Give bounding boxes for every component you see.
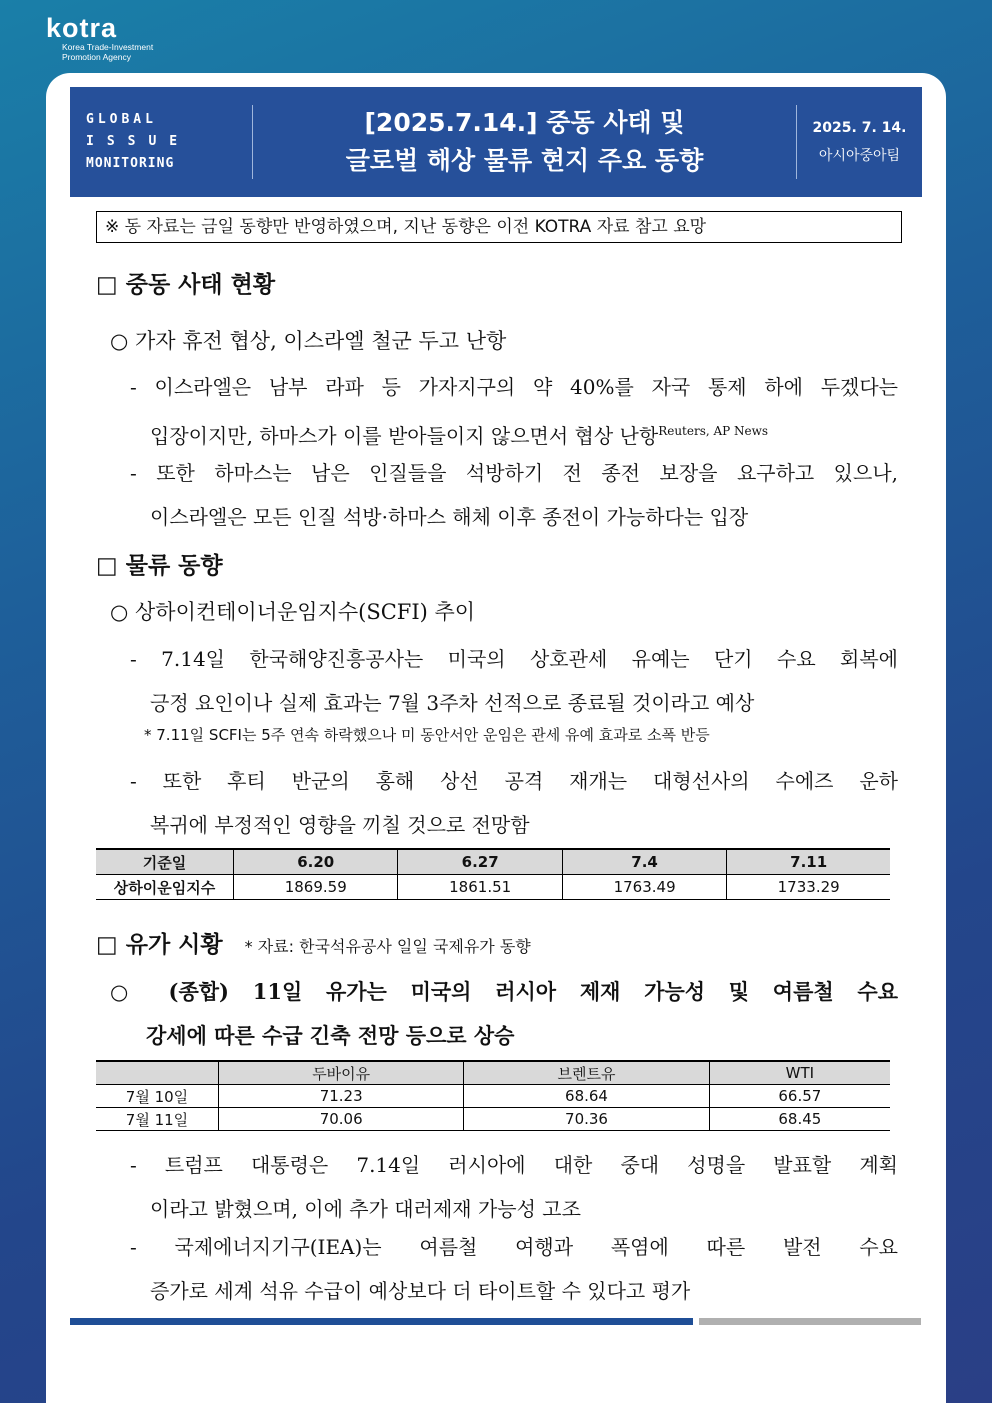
section-title-text: □ 유가 시황 xyxy=(96,932,223,958)
bullet-oil-summary xyxy=(110,970,898,1058)
table-cell: 1861.51 xyxy=(398,875,562,900)
table-cell: 브렌트유 xyxy=(464,1061,709,1085)
table-cell: 66.57 xyxy=(709,1085,890,1108)
paragraph-trump xyxy=(130,1143,898,1231)
bullet-scfi: ○ 상하이컨테이너운임지수(SCFI) 추이 xyxy=(110,600,476,624)
line: ○ (종합) 11일 유가는 미국의 러시아 제재 가능성 및 여름철 수요 xyxy=(110,979,898,1004)
gim-line-2: ISSUE xyxy=(86,134,191,149)
oil-source: * 자료: 한국석유공사 일일 국제유가 동향 xyxy=(244,937,531,956)
oil-price-table xyxy=(96,1060,890,1131)
logo-brand: kotra xyxy=(46,13,118,43)
table-cell: WTI xyxy=(709,1061,890,1085)
table-cell: 기준일 xyxy=(96,849,234,875)
paragraph-houthi xyxy=(130,759,898,847)
paragraph-kobc xyxy=(130,637,898,725)
table-cell: 두바이유 xyxy=(219,1061,464,1085)
line: - 7.14일 한국해양진흥공사는 미국의 상호관세 유예는 단기 수요 회복에 xyxy=(130,647,898,671)
table-cell: 70.36 xyxy=(464,1108,709,1131)
title-line-1: [2025.7.14.] 중동 사태 및 xyxy=(364,108,685,137)
table-row xyxy=(96,875,890,900)
section-title-oil xyxy=(96,926,531,959)
table-cell: 상하이운임지수 xyxy=(113,878,216,897)
line: - 트럼프 대통령은 7.14일 러시아에 대한 중대 성명을 발표할 계획 xyxy=(130,1153,898,1177)
gim-line-1: GLOBAL xyxy=(86,112,157,127)
bullet-gaza-ceasefire: ○ 가자 휴전 협상, 이스라엘 철군 두고 난항 xyxy=(110,329,507,353)
table-cell: 70.06 xyxy=(219,1108,464,1131)
line: 복귀에 부정적인 영향을 끼칠 것으로 전망함 xyxy=(150,813,530,837)
footer-bar-blue xyxy=(70,1318,693,1325)
section-title-logistics: □ 물류 동향 xyxy=(96,553,223,579)
table-header-row xyxy=(96,849,890,875)
line: 증가로 세계 석유 수급이 예상보다 더 타이트할 수 있다고 평가 xyxy=(150,1279,691,1303)
line: 이스라엘은 모든 인질 석방·하마스 해체 이후 종전이 가능하다는 입장 xyxy=(150,505,749,529)
table-row xyxy=(96,1108,890,1131)
footer-bar-gray xyxy=(699,1318,921,1325)
table-cell: 7.11 xyxy=(727,849,890,875)
line: - 국제에너지기구(IEA)는 여름철 여행과 폭염에 따른 발전 수요 xyxy=(130,1235,898,1259)
table-cell: 7월 10일 xyxy=(96,1085,219,1108)
notice-box: ※ 동 자료는 금일 동향만 반영하였으며, 지난 동향은 이전 KOTRA 자료 참고 요망 xyxy=(96,211,902,243)
scfi-table xyxy=(96,848,890,900)
title-line-2: 글로벌 해상 물류 현지 주요 동향 xyxy=(345,146,704,175)
table-cell: 71.23 xyxy=(219,1085,464,1108)
paragraph-iea xyxy=(130,1225,898,1313)
table-cell: 1733.29 xyxy=(727,875,890,900)
table-cell: 7월 11일 xyxy=(96,1108,219,1131)
line: - 또한 후티 반군의 홍해 상선 공격 재개는 대형선사의 수에즈 운하 xyxy=(130,769,898,793)
global-issue-monitoring xyxy=(70,109,252,175)
line: - 또한 하마스는 남은 인질들을 석방하기 전 종전 보장을 요구하고 있으나, xyxy=(130,461,899,485)
table-cell: 7.4 xyxy=(562,849,726,875)
table-cell: 68.45 xyxy=(709,1108,890,1131)
document-page xyxy=(46,73,946,1403)
title-banner xyxy=(70,87,922,197)
paragraph-hamas xyxy=(130,451,898,539)
kotra-logo xyxy=(46,14,153,62)
table-cell: 1763.49 xyxy=(562,875,726,900)
date-block xyxy=(797,114,922,170)
line: - 이스라엘은 남부 라파 등 가자지구의 약 40%를 자국 통제 하에 두겠다는 xyxy=(130,375,898,399)
document-date: 2025. 7. 14. xyxy=(812,120,907,136)
table-cell: 6.27 xyxy=(398,849,562,875)
document-office: 아시아중아팀 xyxy=(818,148,901,164)
paragraph-rafah xyxy=(130,365,898,458)
table-header-row xyxy=(96,1061,890,1085)
source-reuters: Reuters, AP News xyxy=(658,424,769,438)
table-row xyxy=(96,1085,890,1108)
line: 이라고 밝혔으며, 이에 추가 대러제재 가능성 고조 xyxy=(150,1197,581,1221)
table-cell: 68.64 xyxy=(464,1085,709,1108)
line: 긍정 요인이나 실제 효과는 7월 3주차 선적으로 종료될 것이라고 예상 xyxy=(150,691,755,715)
table-cell: 1869.59 xyxy=(234,875,398,900)
logo-sub-1: Korea Trade-Investment xyxy=(62,42,154,52)
table-cell xyxy=(96,1061,219,1085)
gim-line-3: MONITORING xyxy=(86,156,175,171)
document-title xyxy=(253,104,796,180)
line: 강세에 따른 수급 긴축 전망 등으로 상승 xyxy=(146,1023,515,1048)
line-text: 입장이지만, 하마스가 이를 받아들이지 않으면서 협상 난항 xyxy=(150,424,659,448)
table-cell: 6.20 xyxy=(234,849,398,875)
logo-sub-2: Promotion Agency xyxy=(62,52,131,62)
scfi-note: * 7.11일 SCFI는 5주 연속 하락했으나 미 동안서안 운임은 관세 유예 효과로 소폭 반등 xyxy=(144,726,710,744)
section-title-middle-east: □ 중동 사태 현황 xyxy=(96,272,276,298)
